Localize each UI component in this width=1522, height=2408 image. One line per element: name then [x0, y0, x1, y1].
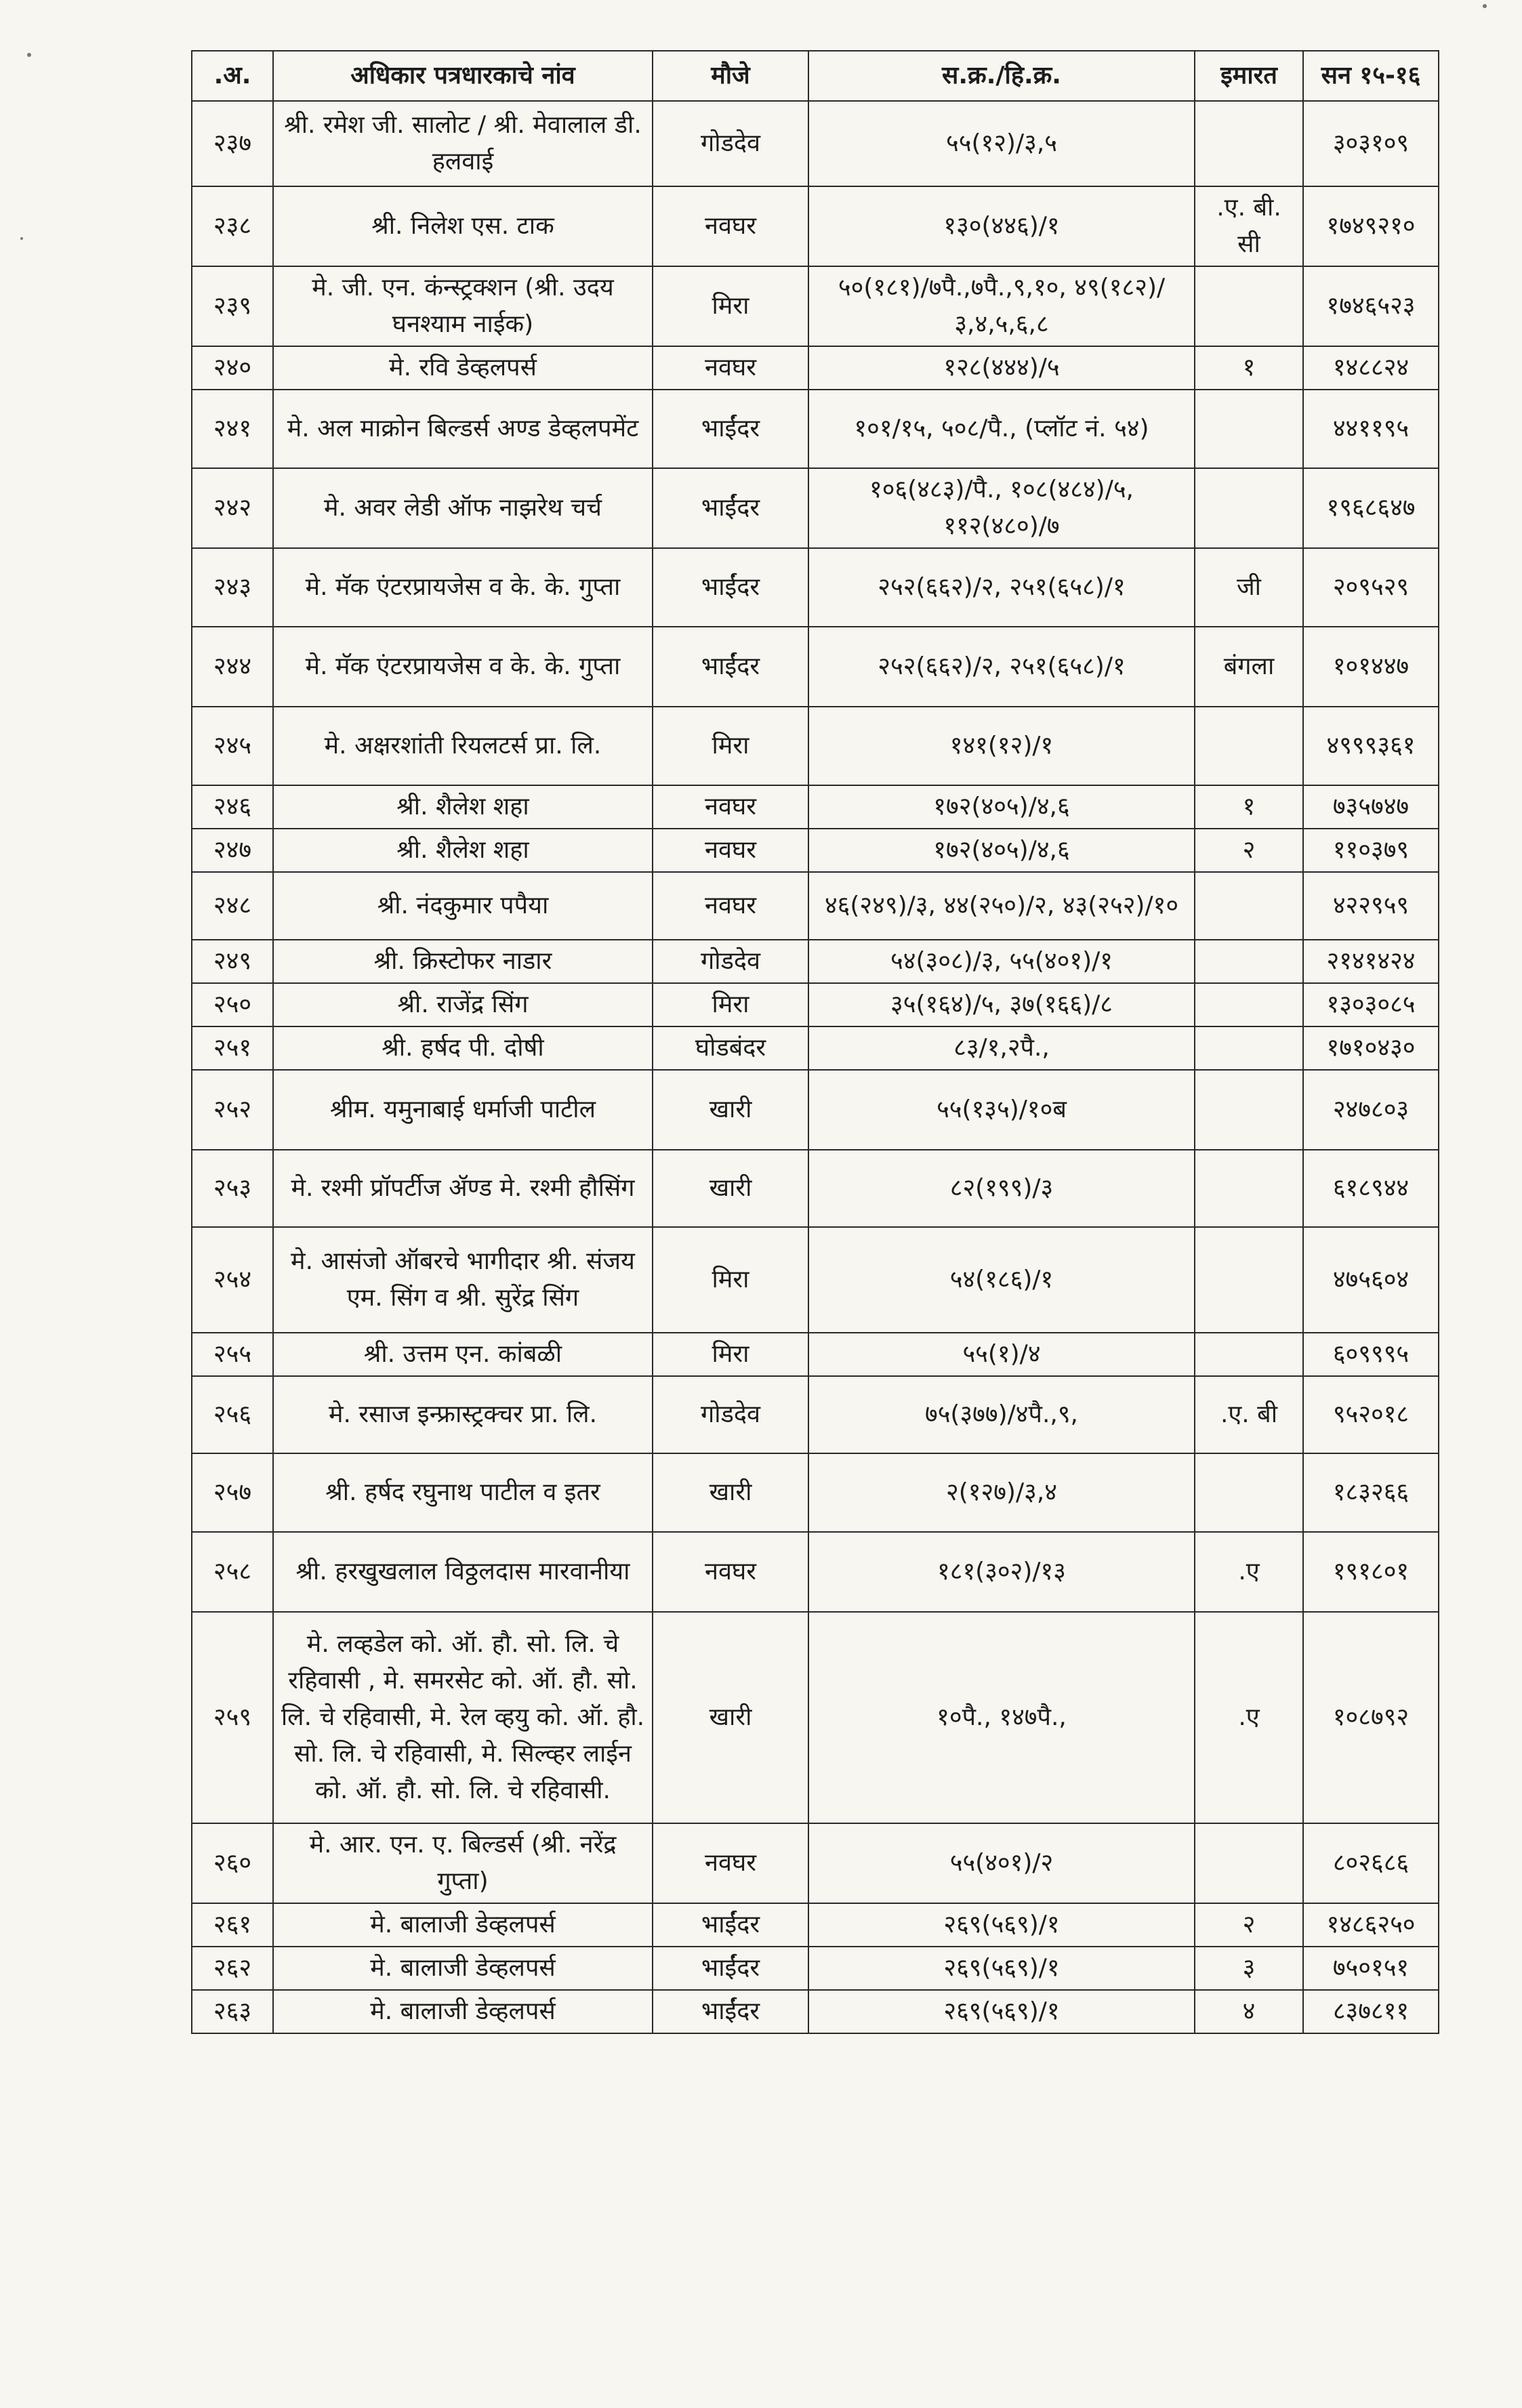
- holder-name-cell: श्री. हरखुखलाल विठ्ठलदास मारवानीया: [273, 1532, 653, 1612]
- holder-name-cell: श्री. रमेश जी. सालोट / श्री. मेवालाल डी. हलवाई: [273, 101, 653, 186]
- amount-cell: ३०३१०९: [1303, 101, 1439, 186]
- holder-name-cell: श्री. निलेश एस. टाक: [273, 186, 653, 266]
- holder-name-cell: मे. अल माक्रोन बिल्डर्स अण्ड डेव्हलपमेंट: [273, 390, 653, 468]
- table-row: [192, 940, 1439, 983]
- amount-cell: ८०२६८६: [1303, 1823, 1439, 1903]
- table-row: [192, 468, 1439, 548]
- amount-cell: १०८७९२: [1303, 1612, 1439, 1823]
- village-cell: नवघर: [653, 785, 808, 829]
- survey-no-cell: १७२(४०५)/४,६: [808, 785, 1195, 829]
- building-cell: [1195, 1333, 1303, 1376]
- table-row: [192, 829, 1439, 872]
- amount-cell: १७४६५२३: [1303, 266, 1439, 346]
- table-row: [192, 785, 1439, 829]
- serial-no-cell: २४२: [192, 468, 273, 548]
- table-row: [192, 1453, 1439, 1532]
- amount-cell: ४४११९५: [1303, 390, 1439, 468]
- survey-no-cell: ५५(४०१)/२: [808, 1823, 1195, 1903]
- table-row: [192, 1333, 1439, 1376]
- village-cell: खारी: [653, 1453, 808, 1532]
- table-row: [192, 266, 1439, 346]
- serial-no-cell: २४९: [192, 940, 273, 983]
- serial-no-cell: २४३: [192, 548, 273, 627]
- table-row: [192, 1612, 1439, 1823]
- building-cell: [1195, 1227, 1303, 1333]
- table-row: [192, 1070, 1439, 1150]
- serial-no-cell: २५७: [192, 1453, 273, 1532]
- permit-holders-table: [191, 50, 1439, 2034]
- table-row: [192, 1990, 1439, 2033]
- holder-name-cell: श्री. नंदकुमार पपैया: [273, 872, 653, 940]
- amount-cell: १४८८२४: [1303, 346, 1439, 390]
- amount-cell: १४८६२५०: [1303, 1903, 1439, 1947]
- survey-no-cell: ५५(१२)/३,५: [808, 101, 1195, 186]
- building-cell: [1195, 707, 1303, 785]
- amount-cell: ८३७८११: [1303, 1990, 1439, 2033]
- building-cell: .ए: [1195, 1612, 1303, 1823]
- amount-cell: १७१०४३०: [1303, 1026, 1439, 1070]
- holder-name-cell: श्री. शैलेश शहा: [273, 785, 653, 829]
- table-row: [192, 707, 1439, 785]
- village-cell: भाईंदर: [653, 548, 808, 627]
- header-building: इमारत: [1195, 51, 1303, 101]
- survey-no-cell: ५०(१८१)/७पै.,७पै.,९,१०, ४९(१८२)/३,४,५,६,८: [808, 266, 1195, 346]
- survey-no-cell: १८१(३०२)/१३: [808, 1532, 1195, 1612]
- table-row: [192, 1026, 1439, 1070]
- header-holder-name: अधिकार पत्रधारकाचे नांव: [273, 51, 653, 101]
- survey-no-cell: ७५(३७७)/४पै.,९,: [808, 1376, 1195, 1453]
- table-row: [192, 627, 1439, 707]
- building-cell: २: [1195, 829, 1303, 872]
- scan-speck: [1483, 4, 1487, 8]
- amount-cell: ४९९९३६१: [1303, 707, 1439, 785]
- village-cell: गोडदेव: [653, 1376, 808, 1453]
- table-row: [192, 101, 1439, 186]
- amount-cell: ४२२९५९: [1303, 872, 1439, 940]
- survey-no-cell: १०१/१५, ५०८/पै., (प्लॉट नं. ५४): [808, 390, 1195, 468]
- amount-cell: २१४१४२४: [1303, 940, 1439, 983]
- village-cell: भाईंदर: [653, 390, 808, 468]
- village-cell: मिरा: [653, 707, 808, 785]
- table-row: [192, 346, 1439, 390]
- serial-no-cell: २६१: [192, 1903, 273, 1947]
- building-cell: १: [1195, 346, 1303, 390]
- serial-no-cell: २३९: [192, 266, 273, 346]
- document-page: [191, 50, 1438, 2034]
- serial-no-cell: २५४: [192, 1227, 273, 1333]
- building-cell: [1195, 101, 1303, 186]
- table-row: [192, 1227, 1439, 1333]
- holder-name-cell: श्री. हर्षद पी. दोषी: [273, 1026, 653, 1070]
- amount-cell: ७५०१५१: [1303, 1947, 1439, 1990]
- holder-name-cell: मे. रश्मी प्रॉपर्टीज ॲण्ड मे. रश्मी हौसिंग: [273, 1150, 653, 1227]
- amount-cell: ४७५६०४: [1303, 1227, 1439, 1333]
- building-cell: जी: [1195, 548, 1303, 627]
- header-serial-no: .अ.: [192, 51, 273, 101]
- survey-no-cell: १०६(४८३)/पै., १०८(४८४)/५, ११२(४८०)/७: [808, 468, 1195, 548]
- amount-cell: १९६८६४७: [1303, 468, 1439, 548]
- building-cell: .ए: [1195, 1532, 1303, 1612]
- holder-name-cell: श्री. हर्षद रघुनाथ पाटील व इतर: [273, 1453, 653, 1532]
- amount-cell: १३०३०८५: [1303, 983, 1439, 1026]
- building-cell: [1195, 390, 1303, 468]
- village-cell: खारी: [653, 1150, 808, 1227]
- building-cell: [1195, 1150, 1303, 1227]
- holder-name-cell: मे. आर. एन. ए. बिल्डर्स (श्री. नरेंद्र गुप्ता): [273, 1823, 653, 1903]
- holder-name-cell: श्री. उत्तम एन. कांबळी: [273, 1333, 653, 1376]
- village-cell: नवघर: [653, 829, 808, 872]
- village-cell: खारी: [653, 1612, 808, 1823]
- survey-no-cell: १०पै., १४७पै.,: [808, 1612, 1195, 1823]
- table-row: [192, 186, 1439, 266]
- survey-no-cell: १२८(४४४)/५: [808, 346, 1195, 390]
- serial-no-cell: २५०: [192, 983, 273, 1026]
- survey-no-cell: ५४(३०८)/३, ५५(४०१)/१: [808, 940, 1195, 983]
- table-row: [192, 983, 1439, 1026]
- building-cell: .ए. बी: [1195, 1376, 1303, 1453]
- village-cell: नवघर: [653, 1532, 808, 1612]
- holder-name-cell: श्री. क्रिस्टोफर नाडार: [273, 940, 653, 983]
- serial-no-cell: २५९: [192, 1612, 273, 1823]
- holder-name-cell: मे. बालाजी डेव्हलपर्स: [273, 1903, 653, 1947]
- amount-cell: २०९५२९: [1303, 548, 1439, 627]
- village-cell: नवघर: [653, 346, 808, 390]
- survey-no-cell: २५२(६६२)/२, २५१(६५८)/१: [808, 627, 1195, 707]
- serial-no-cell: २४७: [192, 829, 273, 872]
- village-cell: गोडदेव: [653, 940, 808, 983]
- serial-no-cell: २५३: [192, 1150, 273, 1227]
- survey-no-cell: २(१२७)/३,४: [808, 1453, 1195, 1532]
- survey-no-cell: ८२(१९९)/३: [808, 1150, 1195, 1227]
- village-cell: भाईंदर: [653, 1903, 808, 1947]
- serial-no-cell: २६०: [192, 1823, 273, 1903]
- village-cell: मिरा: [653, 1333, 808, 1376]
- table-row: [192, 390, 1439, 468]
- serial-no-cell: २५८: [192, 1532, 273, 1612]
- scan-speck: [20, 237, 23, 240]
- serial-no-cell: २३७: [192, 101, 273, 186]
- building-cell: [1195, 983, 1303, 1026]
- holder-name-cell: मे. लव्हडेल को. ऑ. हौ. सो. लि. चे रहिवासी , मे. समरसेट को. ऑ. हौ. सो. लि. चे रहिवासी, मे. रेल व्हयु को. ऑ. हौ. सो. लि. चे रहिवासी, मे. सिल्व्हर लाईन को. ऑ. हौ. सो. लि. चे रहिवासी.: [273, 1612, 653, 1823]
- survey-no-cell: २६९(५६९)/१: [808, 1947, 1195, 1990]
- table-row: [192, 548, 1439, 627]
- serial-no-cell: २४५: [192, 707, 273, 785]
- amount-cell: ६०९९९५: [1303, 1333, 1439, 1376]
- building-cell: [1195, 872, 1303, 940]
- serial-no-cell: २६३: [192, 1990, 273, 2033]
- building-cell: बंगला: [1195, 627, 1303, 707]
- serial-no-cell: २४१: [192, 390, 273, 468]
- survey-no-cell: १४१(१२)/१: [808, 707, 1195, 785]
- amount-cell: १०१४४७: [1303, 627, 1439, 707]
- survey-no-cell: ५५(१३५)/१०ब: [808, 1070, 1195, 1150]
- survey-no-cell: २६९(५६९)/१: [808, 1990, 1195, 2033]
- amount-cell: २४७८०३: [1303, 1070, 1439, 1150]
- holder-name-cell: मे. अक्षरशांती रियलटर्स प्रा. लि.: [273, 707, 653, 785]
- village-cell: मिरा: [653, 983, 808, 1026]
- building-cell: [1195, 266, 1303, 346]
- amount-cell: १८३२६६: [1303, 1453, 1439, 1532]
- holder-name-cell: मे. आसंजो ऑबरचे भागीदार श्री. संजय एम. सिंग व श्री. सुरेंद्र सिंग: [273, 1227, 653, 1333]
- holder-name-cell: मे. रवि डेव्हलपर्स: [273, 346, 653, 390]
- serial-no-cell: २३८: [192, 186, 273, 266]
- amount-cell: १७४९२१०: [1303, 186, 1439, 266]
- village-cell: भाईंदर: [653, 1990, 808, 2033]
- holder-name-cell: मे. अवर लेडी ऑफ नाझरेथ चर्च: [273, 468, 653, 548]
- building-cell: [1195, 1070, 1303, 1150]
- village-cell: नवघर: [653, 872, 808, 940]
- table-header-row: [192, 51, 1439, 101]
- village-cell: नवघर: [653, 1823, 808, 1903]
- amount-cell: ९५२०१८: [1303, 1376, 1439, 1453]
- table-row: [192, 1947, 1439, 1990]
- table-row: [192, 1823, 1439, 1903]
- village-cell: मिरा: [653, 1227, 808, 1333]
- holder-name-cell: मे. बालाजी डेव्हलपर्स: [273, 1990, 653, 2033]
- building-cell: २: [1195, 1903, 1303, 1947]
- scan-speck: [27, 53, 31, 57]
- building-cell: .ए. बी. सी: [1195, 186, 1303, 266]
- serial-no-cell: २४८: [192, 872, 273, 940]
- serial-no-cell: २४०: [192, 346, 273, 390]
- survey-no-cell: १७२(४०५)/४,६: [808, 829, 1195, 872]
- survey-no-cell: ८३/१,२पै.,: [808, 1026, 1195, 1070]
- table-row: [192, 1376, 1439, 1453]
- village-cell: भाईंदर: [653, 468, 808, 548]
- building-cell: [1195, 1823, 1303, 1903]
- village-cell: गोडदेव: [653, 101, 808, 186]
- header-survey-no: स.क्र./हि.क्र.: [808, 51, 1195, 101]
- header-village: मौजे: [653, 51, 808, 101]
- building-cell: ३: [1195, 1947, 1303, 1990]
- table-row: [192, 1150, 1439, 1227]
- building-cell: [1195, 940, 1303, 983]
- survey-no-cell: ५५(१)/४: [808, 1333, 1195, 1376]
- holder-name-cell: श्री. राजेंद्र सिंग: [273, 983, 653, 1026]
- serial-no-cell: २५२: [192, 1070, 273, 1150]
- building-cell: १: [1195, 785, 1303, 829]
- table-row: [192, 872, 1439, 940]
- survey-no-cell: १३०(४४६)/१: [808, 186, 1195, 266]
- serial-no-cell: २६२: [192, 1947, 273, 1990]
- survey-no-cell: ५४(१८६)/१: [808, 1227, 1195, 1333]
- serial-no-cell: २४४: [192, 627, 273, 707]
- building-cell: [1195, 468, 1303, 548]
- table-row: [192, 1532, 1439, 1612]
- village-cell: भाईंदर: [653, 627, 808, 707]
- holder-name-cell: श्री. शैलेश शहा: [273, 829, 653, 872]
- table-row: [192, 1903, 1439, 1947]
- building-cell: [1195, 1026, 1303, 1070]
- holder-name-cell: श्रीम. यमुनाबाई धर्माजी पाटील: [273, 1070, 653, 1150]
- amount-cell: ६१८९४४: [1303, 1150, 1439, 1227]
- building-cell: [1195, 1453, 1303, 1532]
- survey-no-cell: २६९(५६९)/१: [808, 1903, 1195, 1947]
- holder-name-cell: मे. जी. एन. कंन्स्ट्रक्शन (श्री. उदय घनश्याम नाईक): [273, 266, 653, 346]
- village-cell: मिरा: [653, 266, 808, 346]
- serial-no-cell: २५१: [192, 1026, 273, 1070]
- serial-no-cell: २४६: [192, 785, 273, 829]
- amount-cell: १९१८०१: [1303, 1532, 1439, 1612]
- holder-name-cell: मे. मॅक एंटरप्रायजेस व के. के. गुप्ता: [273, 548, 653, 627]
- holder-name-cell: मे. मॅक एंटरप्रायजेस व के. के. गुप्ता: [273, 627, 653, 707]
- survey-no-cell: ४६(२४९)/३, ४४(२५०)/२, ४३(२५२)/१०: [808, 872, 1195, 940]
- village-cell: भाईंदर: [653, 1947, 808, 1990]
- serial-no-cell: २५५: [192, 1333, 273, 1376]
- village-cell: घोडबंदर: [653, 1026, 808, 1070]
- village-cell: खारी: [653, 1070, 808, 1150]
- header-year-amount: सन १५-१६: [1303, 51, 1439, 101]
- survey-no-cell: २५२(६६२)/२, २५१(६५८)/१: [808, 548, 1195, 627]
- survey-no-cell: ३५(१६४)/५, ३७(१६६)/८: [808, 983, 1195, 1026]
- holder-name-cell: मे. बालाजी डेव्हलपर्स: [273, 1947, 653, 1990]
- serial-no-cell: २५६: [192, 1376, 273, 1453]
- amount-cell: ११०३७९: [1303, 829, 1439, 872]
- village-cell: नवघर: [653, 186, 808, 266]
- amount-cell: ७३५७४७: [1303, 785, 1439, 829]
- building-cell: ४: [1195, 1990, 1303, 2033]
- holder-name-cell: मे. रसाज इन्फ्रास्ट्रक्चर प्रा. लि.: [273, 1376, 653, 1453]
